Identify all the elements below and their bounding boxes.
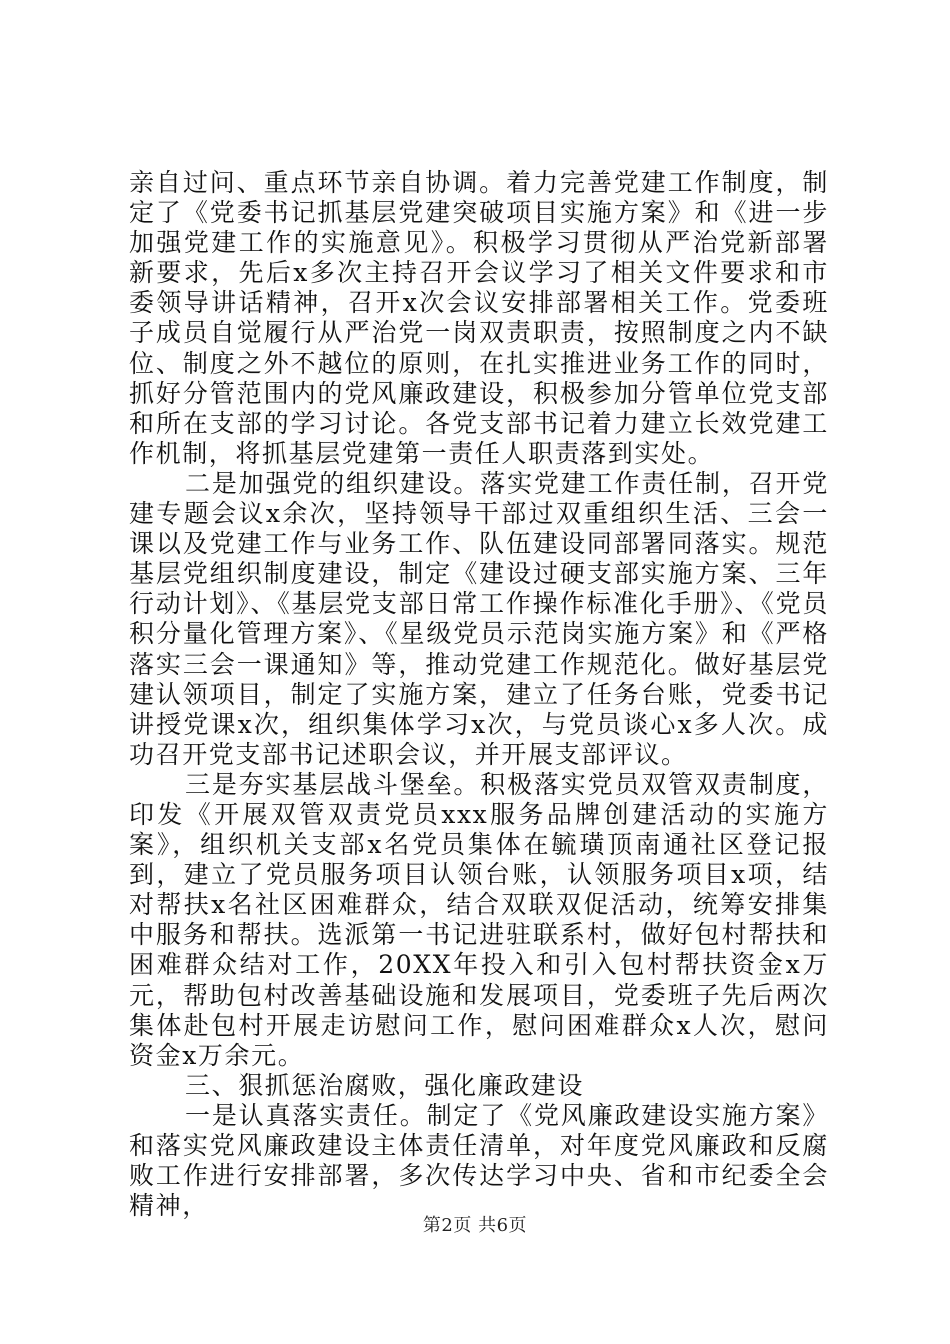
document-body (129, 168, 829, 1221)
paragraph-grassroots-fortress: 三是夯实基层战斗堡垒。积极落实党员双管双责制度，印发《开展双管双责党员xxx服务品牌创建活动的实施方案》，组织机关支部x名党员集体在毓璜顶南通社区登记报到，建立了党员服务项目认领台账，认领服务项目x项，结对帮扶x名社区困难群众，结合双联双促活动，统筹安排集中服务和帮扶。选派第一书记进驻联系村，做好包村帮扶和困难群众结对工作，20XX年投入和引入包村帮扶资金x万元，帮助包村改善基础设施和发展项目，党委班子先后两次集体赴包村开展走访慰问工作，慰问困难群众x人次，慰问资金x万余元。 (129, 769, 829, 1070)
page-number-footer: 第2页 共6页 (422, 1215, 528, 1236)
paragraph-responsibility: 一是认真落实责任。制定了《党风廉政建设实施方案》和落实党风廉政建设主体责任清单，对年度党风廉政和反腐败工作进行安排部署，多次传达学习中央、省和市纪委全会精神， (129, 1100, 829, 1221)
section-heading-anti-corruption: 三、狠抓惩治腐败，强化廉政建设 (185, 1070, 585, 1100)
paragraph-organization-building: 二是加强党的组织建设。落实党建工作责任制，召开党建专题会议x余次，坚持领导干部过双重组织生活、三会一课以及党建工作与业务工作、队伍建设同部署同落实。规范基层党组织制度建设，制定《建设过硬支部实施方案、三年行动计划》、《基层党支部日常工作操作标准化手册》、《党员积分量化管理方案》、《星级党员示范岗实施方案》和《严格落实三会一课通知》等，推动党建工作规范化。做好基层党建认领项目，制定了实施方案，建立了任务台账，党委书记讲授党课x次，组织集体学习x次，与党员谈心x多人次。成功召开党支部书记述职会议，并开展支部评议。 (129, 468, 829, 769)
paragraph-continuation: 亲自过问、重点环节亲自协调。着力完善党建工作制度，制定了《党委书记抓基层党建突破项目实施方案》和《进一步加强党建工作的实施意见》。积极学习贯彻从严治党新部署新要求，先后x多次主持召开会议学习了相关文件要求和市委领导讲话精神，召开x次会议安排部署相关工作。党委班子成员自觉履行从严治党一岗双责职责，按照制度之内不缺位、制度之外不越位的原则，在扎实推进业务工作的同时，抓好分管范围内的党风廉政建设，积极参加分管单位党支部和所在支部的学习讨论。各党支部书记着力建立长效党建工作机制，将抓基层党建第一责任人职责落到实处。 (129, 168, 829, 468)
